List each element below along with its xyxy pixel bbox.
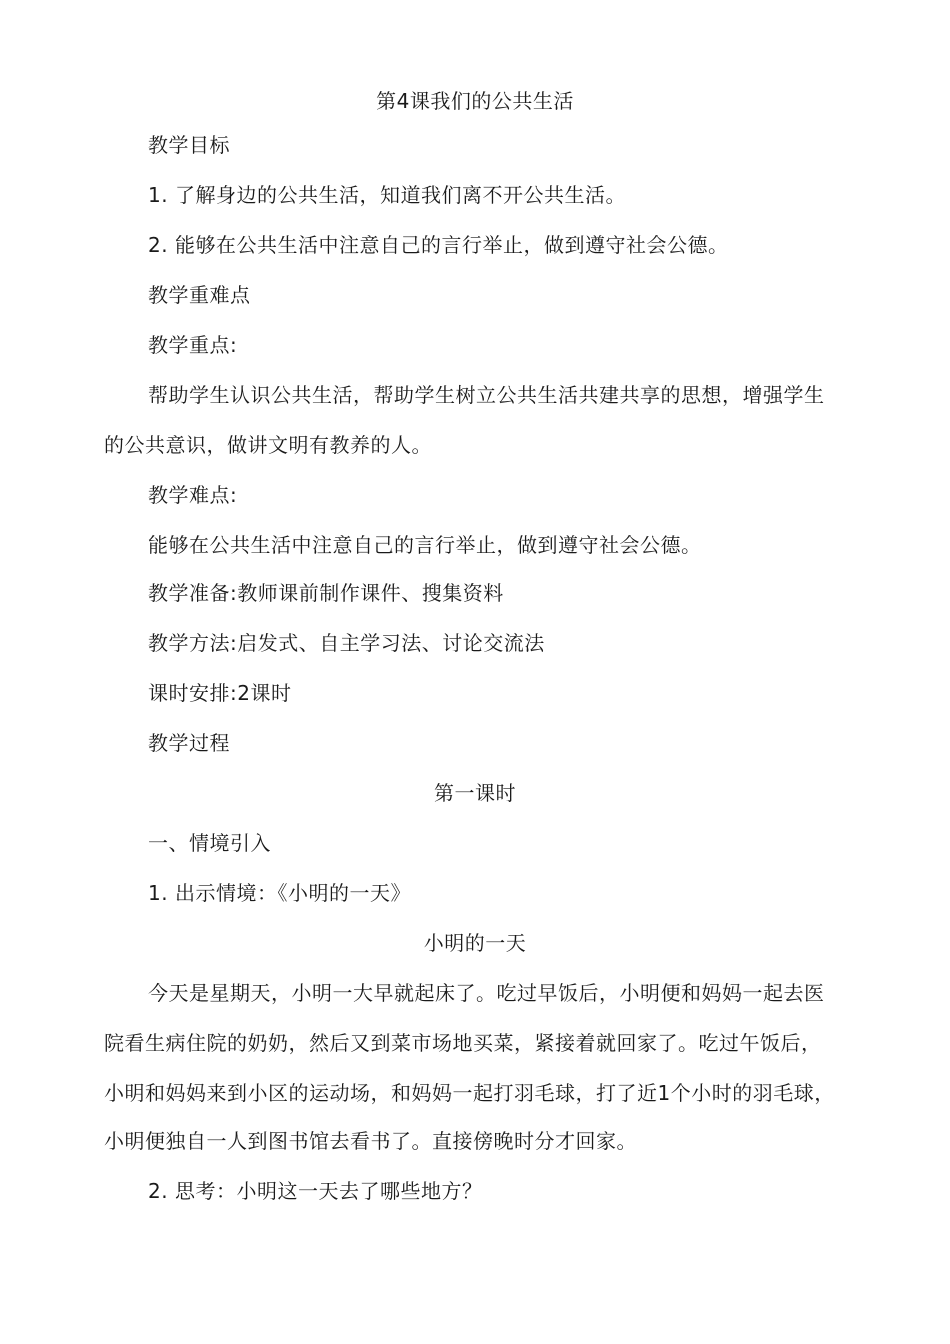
teaching-methods: 教学方法:启发式、自主学习法、讨论交流法 bbox=[148, 631, 545, 655]
goal-item-1: 1. 了解身边的公共生活，知道我们离不开公共生活。 bbox=[148, 183, 626, 207]
key-difficult-heading: 教学重难点 bbox=[148, 283, 251, 307]
goal-item-2: 2. 能够在公共生活中注意自己的言行举止，做到遵守社会公德。 bbox=[148, 233, 729, 257]
teaching-preparation: 教学准备:教师课前制作课件、搜集资料 bbox=[148, 581, 504, 605]
key-points-line-2: 的公共意识，做讲文明有教养的人。 bbox=[104, 433, 432, 457]
story-line-3: 小明和妈妈来到小区的运动场，和妈妈一起打羽毛球，打了近1个小时的羽毛球， bbox=[104, 1081, 835, 1105]
lesson-schedule: 课时安排:2课时 bbox=[148, 681, 292, 705]
story-line-1: 今天是星期天，小明一大早就起床了。吃过早饭后，小明便和妈妈一起去医 bbox=[148, 981, 825, 1005]
step-1: 1. 出示情境：《小明的一天》 bbox=[148, 881, 411, 905]
lesson-1-heading: 第一课时 bbox=[434, 781, 516, 805]
section-1-heading: 一、情境引入 bbox=[148, 831, 271, 855]
key-points-line-1: 帮助学生认识公共生活，帮助学生树立公共生活共建共享的思想，增强学生 bbox=[148, 383, 825, 407]
document-title: 第4课我们的公共生活 bbox=[376, 89, 574, 113]
key-points-heading: 教学重点: bbox=[148, 333, 238, 357]
story-line-2: 院看生病住院的奶奶，然后又到菜市场地买菜，紧接着就回家了。吃过午饭后， bbox=[104, 1031, 822, 1055]
story-line-4: 小明便独自一人到图书馆去看书了。直接傍晚时分才回家。 bbox=[104, 1129, 637, 1153]
process-heading: 教学过程 bbox=[148, 731, 230, 755]
goals-heading: 教学目标 bbox=[148, 133, 230, 157]
step-2: 2. 思考：小明这一天去了哪些地方？ bbox=[148, 1179, 483, 1203]
difficult-points-text: 能够在公共生活中注意自己的言行举止，做到遵守社会公德。 bbox=[148, 533, 702, 557]
difficult-points-heading: 教学难点: bbox=[148, 483, 238, 507]
story-title: 小明的一天 bbox=[423, 931, 527, 955]
